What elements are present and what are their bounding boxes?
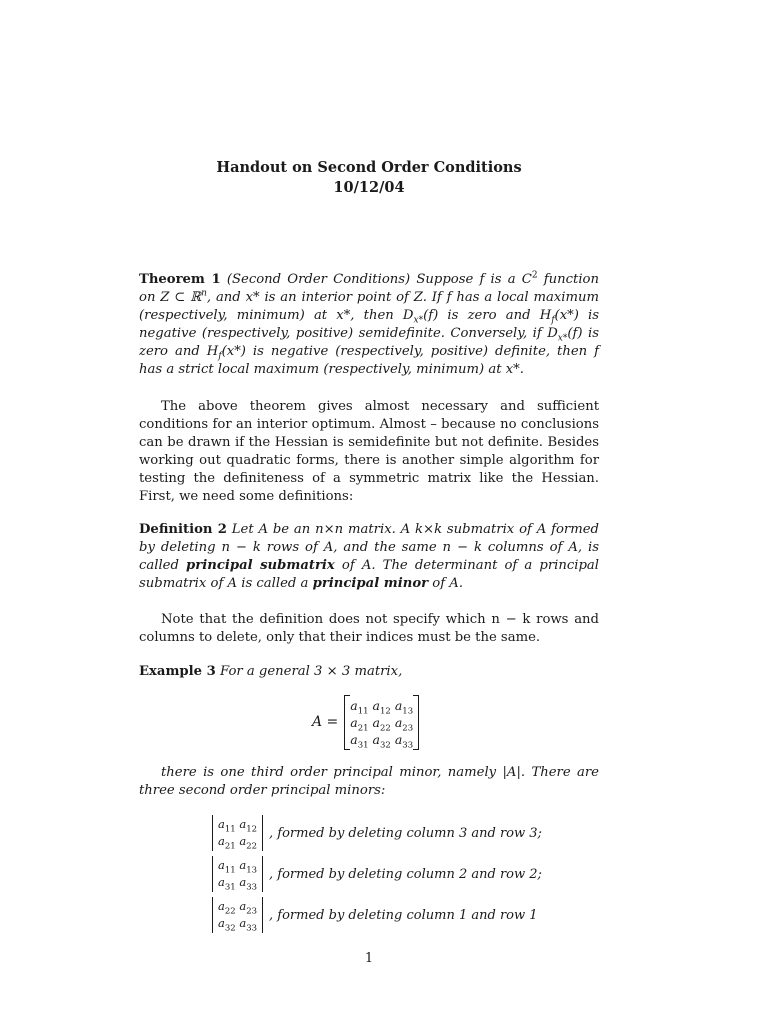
determinant-2: $a_{11}$ $a_{13}$ $a_{31}$ $a_{33}$ [212,856,263,892]
matrix-a: $a_{11}$ $a_{12}$ $a_{13}$ $a_{21}$ $a_{22}$ $a_{23}$ $a_{31}$ $a_{32}$ $a_{33}$ [344,695,419,750]
page-number: 1 [364,951,374,966]
theorem-text: (Second Order Conditions) Suppose f is a $C^2$ function on Z ⊂ ℝ$^n$, and x* is an interior point of Z. If f has a local maximum (respectively, minimum) at x*, then $D_{x*}(f)$ is zero and $H_f(x*)$ is negative (respectively, positive) semidefinite. Conversely, if $D_{x*}(f)$ is zero and $H_f(x*)$ is negative (respectively, positive) definite, then f has a strict local maximum (respectively, minimum) at x*. [139,270,600,377]
minor-row-1 [212,815,542,851]
matrix-equation [312,694,419,750]
minor-description: , formed by deleting column 1 and row 1 [269,907,538,923]
determinant-3: $a_{22}$ $a_{23}$ $a_{32}$ $a_{33}$ [212,897,263,933]
example-continuation: there is one third order principal minor, namely |A|. There are three second order principal minors: [139,765,599,798]
title-date: 10/12/04 [333,179,405,196]
minor-description: , formed by deleting column 3 and row 3; [269,825,542,841]
example-block [139,663,599,681]
term-principal-submatrix: principal submatrix [186,557,335,573]
matrix-lhs: A = [312,714,339,730]
document-title [0,158,738,198]
determinant-1: $a_{11}$ $a_{12}$ $a_{21}$ $a_{22}$ [212,815,263,851]
term-principal-minor: principal minor [312,575,429,591]
definition-label: Definition 2 [139,522,227,537]
theorem-label: Theorem 1 [139,272,221,287]
definition-block: Definition 2 Let A be an n×n matrix. A k×k submatrix of A formed by deleting n − k rows of A, and the same n − k columns of A, is called principal submatrix of A. The determinant of a principal submatrix of A is called a principal minor of A. [139,522,599,591]
paragraph-1: The above theorem gives almost necessary and sufficient conditions for an interior optimum. Almost – because no conclusions can be drawn if the Hessian is semidefinite but not definite. Besides working out quadratic forms, there is another simple algorithm for testing the definiteness of a symmetric matrix like the Hessian. First, we need some definitions: [139,399,599,504]
minor-row-3 [212,897,538,933]
example-text: For a general 3 × 3 matrix, [220,664,403,679]
title-line: Handout on Second Order Conditions [216,159,522,176]
minor-description: , formed by deleting column 2 and row 2; [269,866,542,882]
theorem-block [139,271,599,378]
minor-row-2 [212,856,542,892]
example-label: Example 3 [139,664,216,679]
paragraph-2: Note that the definition does not specify which n − k rows and columns to delete, only that their indices must be the same. [139,612,599,645]
